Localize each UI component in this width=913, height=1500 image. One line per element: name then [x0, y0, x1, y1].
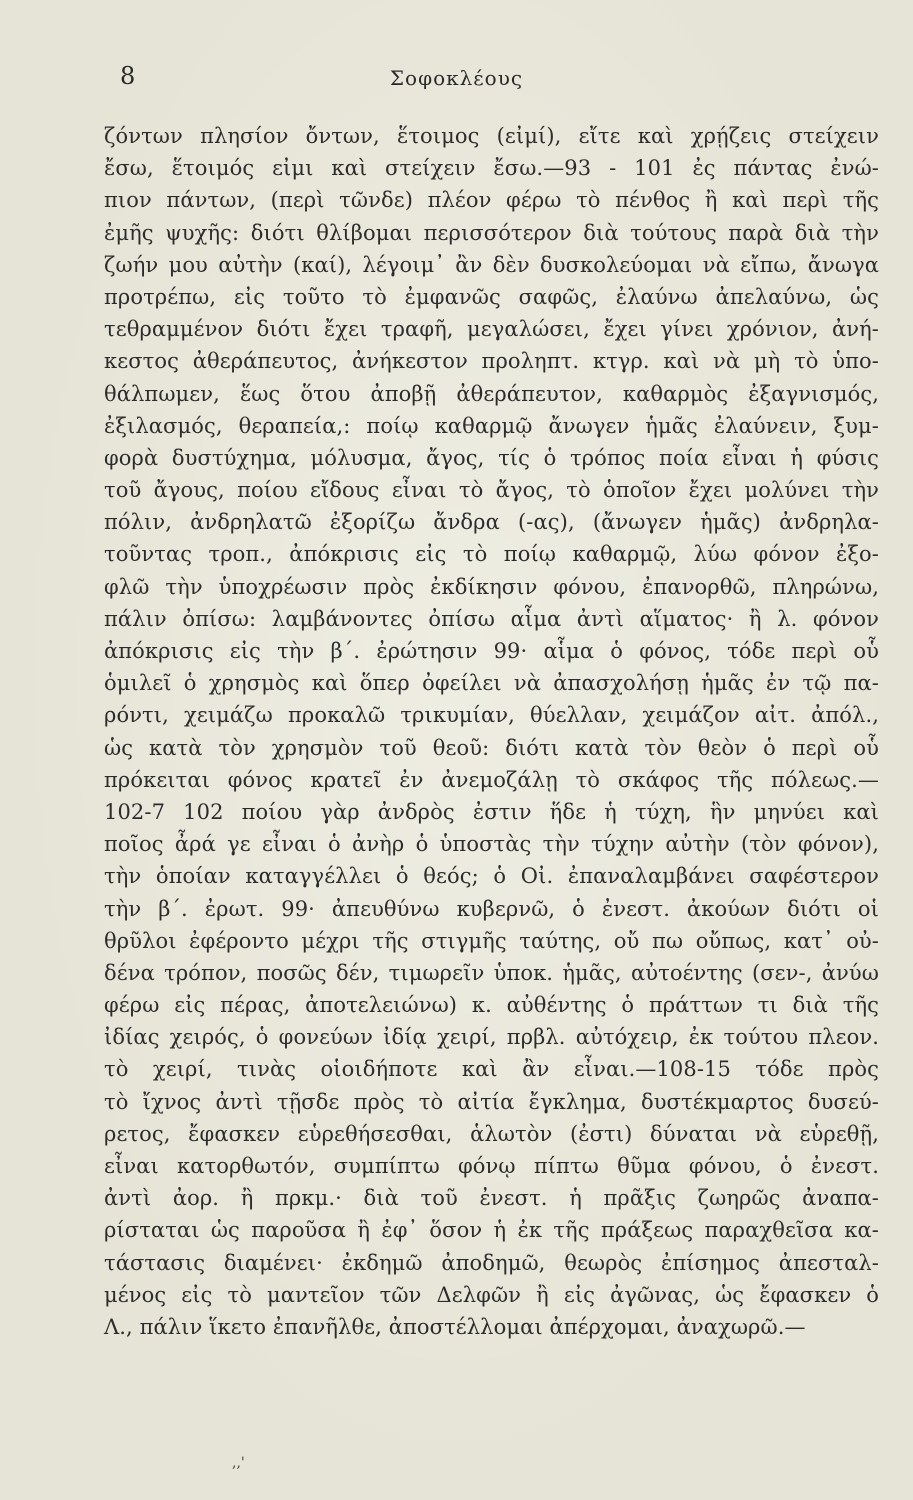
text-line: πιον πάντων, (περὶ τῶνδε) πλέον φέρω τὸ πένθος ἢ καὶ περὶ τῆς [104, 188, 879, 213]
text-line: ὡς κατὰ τὸν χρησμὸν τοῦ θεοῦ: διότι κατὰ τὸν θεὸν ὁ περὶ οὗ [104, 735, 879, 760]
text-line: τεθραμμένον διότι ἔχει τραφῆ, μεγαλώσει, ἔχει γίνει χρόνιον, ἀνή- [104, 317, 879, 342]
text-line: φλῶ τὴν ὑποχρέωσιν πρὸς ἐκδίκησιν φόνου, ἐπανορθῶ, πληρώνω, [104, 574, 879, 599]
text-line: θάλπωμεν, ἕως ὅτου ἀποβῇ ἀθεράπευτον, καθαρμὸς ἐξαγνισμός, [104, 381, 879, 406]
text-line: ρετος, ἔφασκεν εὑρεθήσεσθαι, ἁλωτὸν (ἐστι) δύναται νὰ εὑρεθῇ, [104, 1121, 879, 1146]
text-line: θρῦλοι ἐφέροντο μέχρι τῆς στιγμῆς ταύτης, οὔ πω οὔπως, κατ᾽ οὐ- [104, 928, 879, 953]
text-line: ἀπόκρισις εἰς τὴν β΄. ἐρώτησιν 99· αἷμα ὁ φόνος, τόδε περὶ οὗ [104, 639, 879, 663]
text-line: μένος εἰς τὸ μαντεῖον τῶν Δελφῶν ἢ εἰς ἀγῶνας, ὡς ἔφασκεν ὁ [104, 1282, 879, 1307]
text-line: φορὰ δυστύχημα, μόλυσμα, ἄγος, τίς ὁ τρόπος ποία εἶναι ἡ φύσις [104, 445, 879, 470]
text-line: δένα τρόπον, ποσῶς δέν, τιμωρεῖν ὑποκ. ἡμᾶς, αὐτοέντης (σεν-, ἀνύω [104, 960, 879, 985]
text-line: φέρω εἰς πέρας, ἀποτελειώνω) κ. αὐθέντης ὁ πράττων τι διὰ τῆς [104, 993, 879, 1018]
text-line: πρόκειται φόνος κρατεῖ ἐν ἀνεμοζάλῃ τὸ σκάφος τῆς πόλεως.— [104, 767, 879, 792]
text-line: ὁμιλεῖ ὁ χρησμὸς καὶ ὅπερ ὀφείλει νὰ ἀπασχολήσῃ ἡμᾶς ἐν τῷ πα- [104, 671, 879, 696]
text-line: ζωήν μου αὐτὴν (καί), λέγοιμ᾽ ἂν δὲν δυσκολεύομαι νὰ εἴπω, ἄνωγα [104, 252, 879, 277]
running-head: Σοφοκλέους [389, 66, 524, 90]
text-line: ρόντι, χειμάζω προκαλῶ τρικυμίαν, θύελλαν, χειμάζον αἰτ. ἀπόλ., [104, 703, 879, 728]
text-line: πόλιν, ἀνδρηλατῶ ἐξορίζω ἄνδρα (-ας), (ἄνωγεν ἡμᾶς) ἀνδρηλα- [104, 510, 879, 535]
text-line: τὸ ἴχνος ἀντὶ τῇσδε πρὸς τὸ αἰτία ἔγκλημα, δυστέκμαρτος δυσεύ- [104, 1089, 879, 1114]
text-line: τάστασις διαμένει· ἐκδημῶ ἀποδημῶ, θεωρὸς ἐπίσημος ἀπεσταλ- [104, 1250, 879, 1275]
text-line: τοῦ ἄγους, ποίου εἴδους εἶναι τὸ ἄγος, τὸ ὁποῖον ἔχει μολύνει τὴν [104, 478, 879, 503]
text-line: τὴν ὁποίαν καταγγέλλει ὁ θεός; ὁ Οἰ. ἐπαναλαμβάνει σαφέστερον [104, 864, 879, 889]
text-line: τοῦντας τροπ., ἀπόκρισις εἰς τὸ ποίῳ καθαρμῷ, λύω φόνον ἐξο- [104, 542, 879, 567]
text-line: ποῖος ἆρά γε εἶναι ὁ ἀνὴρ ὁ ὑποστὰς τὴν τύχην αὐτὴν (τὸν φόνον), [104, 832, 879, 857]
text-line: ἔσω, ἕτοιμός εἰμι καὶ στείχειν ἔσω.—93 - 101 ἐς πάντας ἐνώ- [104, 156, 879, 181]
text-line: κεστος ἀθεράπευτος, ἀνήκεστον προληπτ. κτγρ. καὶ νὰ μὴ τὸ ὑπο- [104, 349, 879, 374]
text-line: ἐμῆς ψυχῆς: διότι θλίβομαι περισσότερον διὰ τούτους παρὰ διὰ τὴν [104, 220, 879, 245]
text-line: ἀντὶ ἀορ. ἢ πρκμ.· διὰ τοῦ ἐνεστ. ἡ πρᾶξις ζωηρῶς ἀναπα- [104, 1186, 879, 1211]
text-line: εἶναι κατορθωτόν, συμπίπτω φόνῳ πίπτω θῦμα φόνου, ὁ ἐνεστ. [104, 1154, 879, 1178]
text-line: ζόντων πλησίον ὄντων, ἕτοιμος (εἰμί), εἴτε καὶ χρῄζεις στείχειν [104, 124, 879, 148]
text-line: ἐξιλασμός, θεραπεία,: ποίῳ καθαρμῷ ἄνωγεν ἡμᾶς ἐλαύνειν, ξυμ- [104, 413, 879, 438]
text-line: προτρέπω, εἰς τοῦτο τὸ ἐμφανῶς σαφῶς, ἐλαύνω ἀπελαύνω, ὡς [104, 284, 879, 309]
text-line: 102-7 102 ποίου γὰρ ἀνδρὸς ἐστιν ἥδε ἡ τύχη, ἣν μηνύει καὶ [104, 799, 879, 824]
text-line: Λ., πάλιν ἵκετο ἐπανῆλθε, ἀποστέλλομαι ἀπέρχομαι, ἀναχωρῶ.— [104, 1314, 806, 1339]
page-number: 8 [120, 62, 136, 90]
text-line: τὴν β΄. ἐρωτ. 99· ἀπευθύνω κυβερνῶ, ὁ ἐνεστ. ἀκούων διότι οἱ [104, 896, 879, 921]
text-line: ρίσταται ὡς παροῦσα ἢ ἐφ᾽ ὅσον ἡ ἐκ τῆς πράξεως παραχθεῖσα κα- [104, 1218, 879, 1243]
footer-mark: ,,' [232, 1455, 245, 1471]
text-line: πάλιν ὀπίσω: λαμβάνοντες ὀπίσω αἷμα ἀντὶ αἵματος· ἢ λ. φόνον [104, 606, 879, 631]
text-line: ἰδίας χειρός, ὁ φονεύων ἰδίᾳ χειρί, πρβλ. αὐτόχειρ, ἐκ τούτου πλεον. [104, 1025, 879, 1050]
text-line: τὸ χειρί, τινὰς οἱοιδήποτε καὶ ἂν εἶναι.—108-15 τόδε πρὸς [104, 1057, 879, 1082]
commentary-text [104, 120, 879, 1343]
